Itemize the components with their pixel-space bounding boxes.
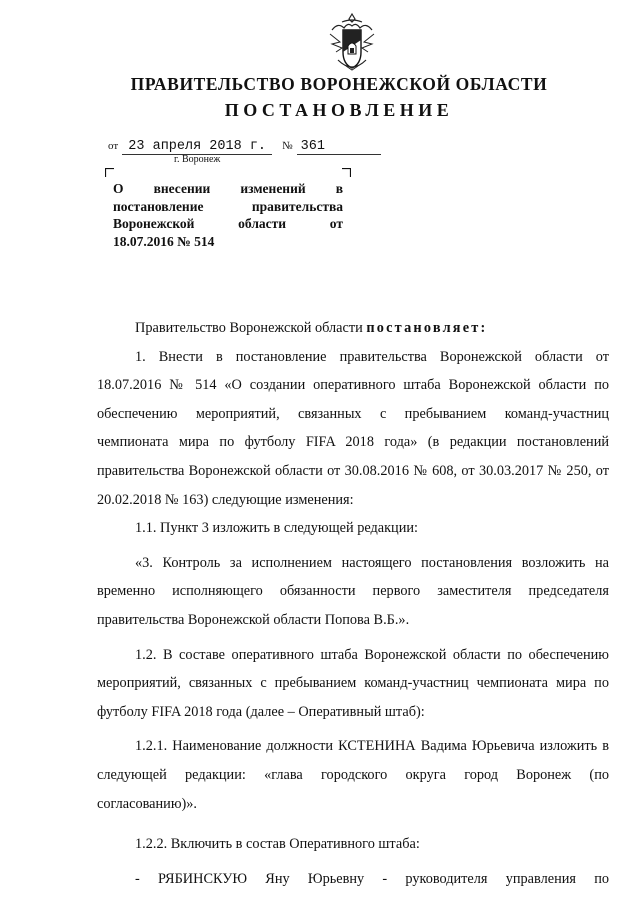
paragraph-list-item: - РЯБИНСКУЮ Яну Юрьевну - руководителя управления по [135, 870, 609, 887]
document-body [97, 314, 609, 893]
document-type-title: ПОСТАНОВЛЕНИЕ [224, 100, 454, 120]
number-value: 361 [297, 139, 381, 155]
subject-line: постановление правительства [113, 198, 343, 214]
subject-line: О внесении изменений в [113, 181, 343, 196]
paragraph-1-2-1: 1.2.1. Наименование должности КСТЕНИНА Вадима Юрьевича изложить в следующей редакции: «глава городского округа город Воронеж (по согласованию)». [97, 738, 609, 812]
intro-emphasis: постановляет: [366, 320, 488, 336]
corner-bracket-right [342, 168, 351, 177]
date-number-line [108, 136, 381, 155]
subject-line: 18.07.2016 № 514 [113, 233, 215, 249]
paragraph-1: 1. Внести в постановление правительства Воронежской области от 18.07.2016 № 514 «О создании оперативного штаба Воронежской области по обеспечению мероприятий, связанных с пребыванием команд-участниц чемпионата мира по футболу FIFA 2018 года» (в редакции постановлений правительства Воронежской области от 30.08.2016 № 608, от 30.03.2017 № 250, от 20.02.2018 № 163) следующие изменения: [97, 348, 609, 508]
date-value: 23 апреля 2018 г. [122, 139, 272, 155]
city-label: г. Воронеж [174, 154, 221, 165]
organization-title: ПРАВИТЕЛЬСТВО ВОРОНЕЖСКОЙ ОБЛАСТИ [130, 74, 548, 94]
paragraph-1-1-text: «3. Контроль за исполнением настоящего постановления возложить на временно исполняющего обязанности первого заместителя председателя правительства Воронежской области Попова В.Б.». [97, 554, 609, 628]
corner-bracket-left [105, 168, 114, 177]
intro-paragraph [97, 314, 609, 343]
date-prefix: от [108, 140, 119, 152]
number-sign: № [282, 140, 293, 152]
document-subject [113, 180, 343, 250]
paragraph-1-1: 1.1. Пункт 3 изложить в следующей редакции: [135, 520, 418, 537]
paragraph-1-2: 1.2. В составе оперативного штаба Воронежской области по обеспечению мероприятий, связанных с пребыванием команд-участниц чемпионата мира по футболу FIFA 2018 года (далее – Оперативный штаб): [97, 646, 609, 720]
intro-prefix: Правительство Воронежской области [135, 320, 363, 336]
subject-line: Воронежской области от [113, 216, 343, 231]
coat-of-arms-emblem [328, 12, 376, 72]
paragraph-1-2-2: 1.2.2. Включить в состав Оперативного штаба: [135, 836, 420, 853]
